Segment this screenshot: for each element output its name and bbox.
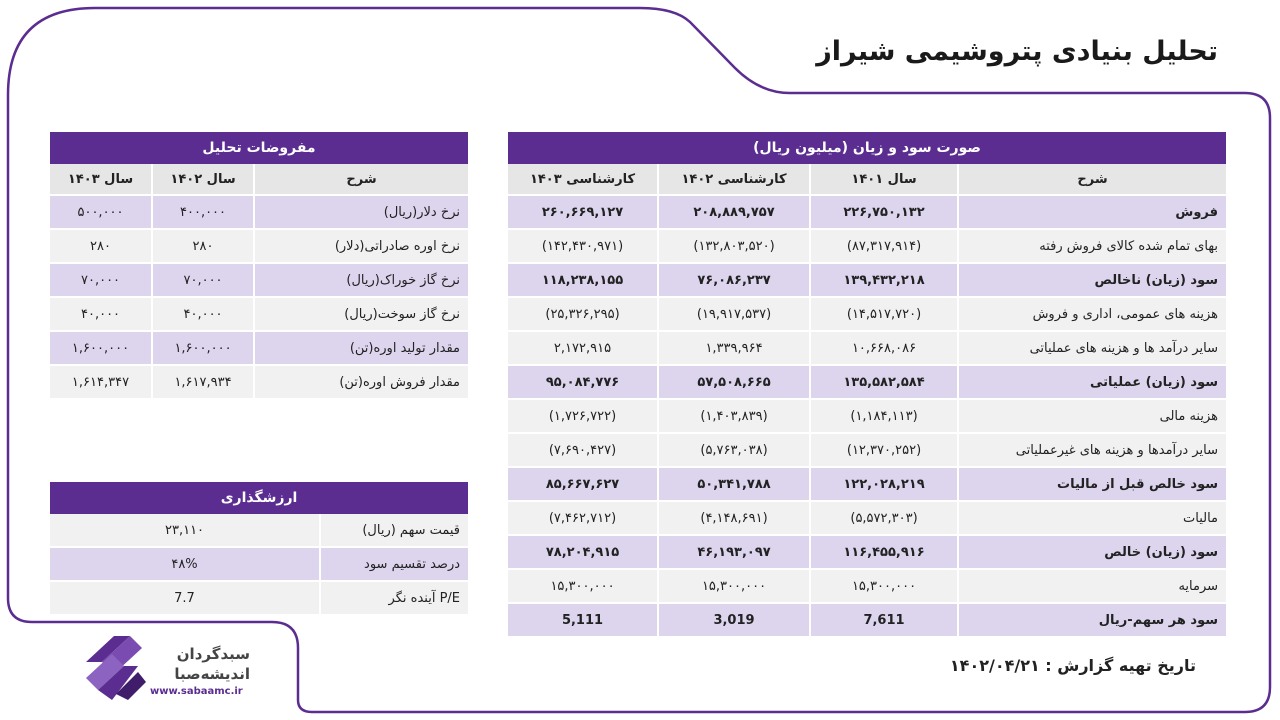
cell-value: (۷,۴۶۲,۷۱۲) (508, 501, 658, 535)
table-row (50, 365, 468, 399)
income-statement-table (508, 132, 1226, 638)
row-label: سود خالص قبل از مالیات (958, 467, 1226, 501)
table-row (50, 514, 468, 547)
column-header: سال ۱۴۰۲ (152, 164, 254, 195)
cell-value: ۱,۶۰۰,۰۰۰ (50, 331, 152, 365)
table-row (508, 229, 1226, 263)
logo-line2: اندیشه‌صبا (174, 665, 250, 683)
cell-value: ۸۵,۶۶۷,۶۲۷ (508, 467, 658, 501)
cell-value: (۱۴,۵۱۷,۷۲۰) (810, 297, 958, 331)
cell-value: ۴۰۰,۰۰۰ (152, 195, 254, 229)
row-label: نرخ اوره صادراتی(دلار) (254, 229, 468, 263)
table-row (508, 535, 1226, 569)
cell-value: (۲۵,۳۲۶,۲۹۵) (508, 297, 658, 331)
logo-url[interactable]: www.sabaamc.ir (150, 686, 243, 697)
row-label: سرمایه (958, 569, 1226, 603)
row-label: درصد تقسیم سود (320, 547, 468, 581)
cell-value: 7.7 (50, 581, 320, 615)
table-row (50, 331, 468, 365)
cell-value: (۱,۴۰۳,۸۳۹) (658, 399, 810, 433)
logo-line1: سبدگردان (176, 645, 250, 663)
row-label: هزینه مالی (958, 399, 1226, 433)
column-header: سال ۱۴۰۳ (50, 164, 152, 195)
cell-value: ۴۸% (50, 547, 320, 581)
cell-value: ۲,۱۷۲,۹۱۵ (508, 331, 658, 365)
cell-value: ۹۵,۰۸۴,۷۷۶ (508, 365, 658, 399)
table-row (508, 467, 1226, 501)
row-label: P/E آینده نگر (320, 581, 468, 615)
cell-value: ۷۰,۰۰۰ (50, 263, 152, 297)
cell-value: 5,111 (508, 603, 658, 637)
table-row (508, 501, 1226, 535)
table-row (50, 263, 468, 297)
cell-value: ۱,۶۱۷,۹۳۴ (152, 365, 254, 399)
table-row (50, 547, 468, 581)
company-logo-text (150, 644, 250, 697)
cell-value: ۴۶,۱۹۳,۰۹۷ (658, 535, 810, 569)
cell-value: ۲۸۰ (152, 229, 254, 263)
row-label: نرخ دلار(ریال) (254, 195, 468, 229)
table-row (50, 195, 468, 229)
row-label: مقدار تولید اوره(تن) (254, 331, 468, 365)
cell-value: ۱,۶۰۰,۰۰۰ (152, 331, 254, 365)
table-row (508, 195, 1226, 229)
cell-value: ۱۱۶,۴۵۵,۹۱۶ (810, 535, 958, 569)
cell-value: (۱۴۲,۴۳۰,۹۷۱) (508, 229, 658, 263)
income-heading: صورت سود و زیان (میلیون ریال) (508, 132, 1226, 164)
column-header: شرح (254, 164, 468, 195)
cell-value: ۱۵,۳۰۰,۰۰۰ (508, 569, 658, 603)
cell-value: ۱۱۸,۲۳۸,۱۵۵ (508, 263, 658, 297)
cell-value: ۱۳۹,۴۳۲,۲۱۸ (810, 263, 958, 297)
cell-value: (۵,۵۷۲,۳۰۳) (810, 501, 958, 535)
table-row (508, 263, 1226, 297)
table-row (508, 365, 1226, 399)
cell-value: ۱۵,۳۰۰,۰۰۰ (810, 569, 958, 603)
cell-value: ۱,۳۳۹,۹۶۴ (658, 331, 810, 365)
cell-value: (۴,۱۴۸,۶۹۱) (658, 501, 810, 535)
table-row (508, 297, 1226, 331)
cell-value: ۴۰,۰۰۰ (152, 297, 254, 331)
assumptions-heading: مفروضات تحلیل (50, 132, 468, 164)
cell-value: ۷۶,۰۸۶,۲۳۷ (658, 263, 810, 297)
table-row (508, 569, 1226, 603)
row-label: سود (زیان) عملیاتی (958, 365, 1226, 399)
cell-value: ۲۲۶,۷۵۰,۱۳۲ (810, 195, 958, 229)
table-row (50, 229, 468, 263)
valuation-heading: ارزشگذاری (50, 482, 468, 514)
row-label: سود هر سهم-ریال (958, 603, 1226, 637)
cell-value: ۱۳۵,۵۸۲,۵۸۴ (810, 365, 958, 399)
report-date: تاریخ تهیه گزارش : ۱۴۰۲/۰۴/۲۱ (949, 656, 1196, 675)
row-label: سایر درآمد ها و هزینه های عملیاتی (958, 331, 1226, 365)
cell-value: (۷,۶۹۰,۴۲۷) (508, 433, 658, 467)
row-label: سایر درآمدها و هزینه های غیرعملیاتی (958, 433, 1226, 467)
column-header: کارشناسی ۱۴۰۲ (658, 164, 810, 195)
table-row (50, 297, 468, 331)
cell-value: (۱,۷۲۶,۷۲۲) (508, 399, 658, 433)
table-row (50, 581, 468, 615)
cell-value: ۵۰,۳۴۱,۷۸۸ (658, 467, 810, 501)
cell-value: (۸۷,۳۱۷,۹۱۴) (810, 229, 958, 263)
cell-value: ۵۷,۵۰۸,۶۶۵ (658, 365, 810, 399)
row-label: نرخ گاز خوراک(ریال) (254, 263, 468, 297)
column-header: سال ۱۴۰۱ (810, 164, 958, 195)
cell-value: ۷۸,۲۰۴,۹۱۵ (508, 535, 658, 569)
row-label: قیمت سهم (ریال) (320, 514, 468, 547)
column-header: شرح (958, 164, 1226, 195)
cell-value: (۵,۷۶۳,۰۳۸) (658, 433, 810, 467)
row-label: سود (زیان) ناخالص (958, 263, 1226, 297)
cell-value: ۱۰,۶۶۸,۰۸۶ (810, 331, 958, 365)
row-label: مالیات (958, 501, 1226, 535)
cell-value: 7,611 (810, 603, 958, 637)
cell-value: ۱۲۲,۰۲۸,۲۱۹ (810, 467, 958, 501)
cell-value: ۲۶۰,۶۶۹,۱۲۷ (508, 195, 658, 229)
cell-value: (۱۲,۳۷۰,۲۵۲) (810, 433, 958, 467)
cell-value: 3,019 (658, 603, 810, 637)
table-row (508, 603, 1226, 637)
cell-value: (۱,۱۸۴,۱۱۳) (810, 399, 958, 433)
cell-value: ۵۰۰,۰۰۰ (50, 195, 152, 229)
cell-value: ۱۵,۳۰۰,۰۰۰ (658, 569, 810, 603)
cell-value: ۲۳,۱۱۰ (50, 514, 320, 547)
table-row (508, 331, 1226, 365)
cell-value: ۷۰,۰۰۰ (152, 263, 254, 297)
table-row (508, 399, 1226, 433)
row-label: فروش (958, 195, 1226, 229)
cell-value: ۲۰۸,۸۸۹,۷۵۷ (658, 195, 810, 229)
valuation-table (50, 482, 468, 616)
page-title: تحلیل بنیادی پتروشیمی شیراز (816, 36, 1218, 67)
row-label: مقدار فروش اوره(تن) (254, 365, 468, 399)
row-label: سود (زیان) خالص (958, 535, 1226, 569)
table-row (508, 433, 1226, 467)
cell-value: (۱۹,۹۱۷,۵۳۷) (658, 297, 810, 331)
row-label: نرخ گاز سوخت(ریال) (254, 297, 468, 331)
row-label: هزینه های عمومی، اداری و فروش (958, 297, 1226, 331)
cell-value: (۱۳۲,۸۰۳,۵۲۰) (658, 229, 810, 263)
cell-value: ۱,۶۱۴,۳۴۷ (50, 365, 152, 399)
cell-value: ۴۰,۰۰۰ (50, 297, 152, 331)
column-header: کارشناسی ۱۴۰۳ (508, 164, 658, 195)
cell-value: ۲۸۰ (50, 229, 152, 263)
row-label: بهای تمام شده کالای فروش رفته (958, 229, 1226, 263)
assumptions-table (50, 132, 468, 400)
